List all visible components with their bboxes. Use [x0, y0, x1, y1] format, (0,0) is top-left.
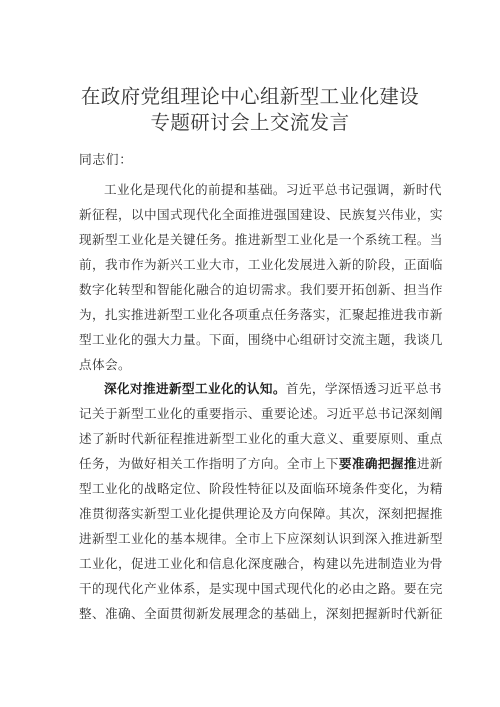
- paragraph-2-line: 工业化，促进工业化和信息化深度融合，构建以先进制造业为骨: [79, 556, 443, 571]
- paragraph-1-line: 型工业化的强大力量。下面，围绕中心组研讨交流主题，我谈几: [79, 332, 443, 347]
- paragraph-2-line: 记关于新型工业化的重要指示、重要论述。习近平总书记深刻阐: [79, 406, 443, 421]
- document-title-line-2: 专题研讨会上交流发言: [150, 111, 350, 134]
- paragraph-2-first-line-text: 首先，学深悟透习近平总书: [285, 381, 442, 396]
- paragraph-2-line: 进新型工业化的基本规律。全市上下应深刻认识到深入推进新型: [79, 531, 443, 546]
- paragraph-2-heading: 深化对推进新型工业化的认知。: [104, 381, 286, 396]
- paragraph-1-line: 前，我市作为新兴工业大市，工业化发展进入新的阶段，正面临: [79, 257, 443, 272]
- paragraph-2-line: 型工业化的战略定位、阶段性特征以及面临环境条件变化，为精: [79, 481, 443, 496]
- paragraph-2-line: 干的现代化产业体系，是实现中国式现代化的必由之路。要在完: [79, 581, 443, 596]
- paragraph-2-line: [104, 378, 442, 400]
- paragraph-2-line: 准贯彻落实新型工业化提供理论及方向保障。其次，深刻把握推: [79, 506, 443, 521]
- paragraph-2-line: 整、准确、全面贯彻新发展理念的基础上，深刻把握新时代新征: [79, 606, 443, 621]
- paragraph-1-line: 为，扎实推进新型工业化各项重点任务落实，汇聚起推进我市新: [79, 307, 443, 322]
- document-title-line-1: 在政府党组理论中心组新型工业化建设: [80, 85, 420, 108]
- paragraph-2-line-4-post: 进新: [416, 456, 443, 471]
- paragraph-1-line: 现新型工业化是关键任务。推进新型工业化是一个系统工程。当: [79, 232, 443, 247]
- paragraph-2-line: 述了新时代新征程推进新型工业化的重大意义、重要原则、重点: [79, 431, 443, 446]
- paragraph-1-line: 点体会。: [79, 357, 131, 372]
- paragraph-2-line-4-pre: 任务，为做好相关工作指明了方向。全市上下: [79, 456, 339, 471]
- salutation: 同志们：: [79, 153, 133, 168]
- paragraph-2-line: [79, 453, 443, 475]
- paragraph-1-line: 数字化转型和智能化融合的迫切需求。我们要开拓创新、担当作: [79, 282, 443, 297]
- paragraph-1-line: 工业化是现代化的前提和基础。习近平总书记强调，新时代: [104, 182, 442, 197]
- paragraph-2-line-4-bold: 要准确把握推: [338, 456, 417, 471]
- paragraph-1-line: 新征程，以中国式现代化全面推进强国建设、民族复兴伟业，实: [79, 207, 443, 222]
